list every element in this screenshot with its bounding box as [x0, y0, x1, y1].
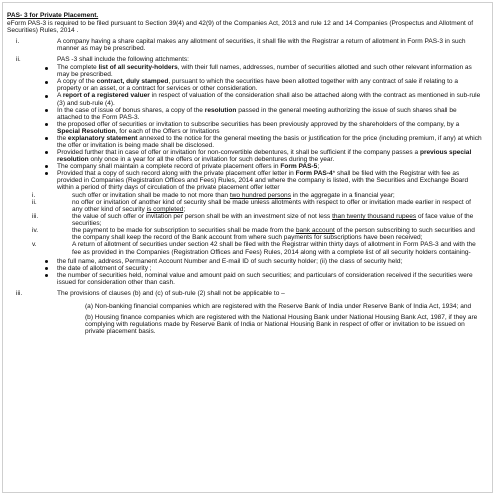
list-item-ii — [7, 56, 482, 286]
exemption-nbfc: (a) Non-banking financial companies which are registered with the Reserve Bank of India under Reserve Bank of India Act, 1934; and — [85, 302, 472, 310]
condition-item: iii. the value of such offer or invitation per person shall be with an investment size of not less than twenty thousand rupees of face value of the securities; — [32, 213, 474, 228]
list-item-iii — [7, 290, 482, 335]
bullet-item: In the case of issue of bonus shares, a copy of the resolution passed in the general meeting authorizing the issue of such shares shall be attached to the Form PAS-3. — [57, 107, 482, 121]
bullet-item: Provided further that in case of offer or invitation for non-convertible debentures, it shall be sufficient if the company passes a previous special resolution only once in a year for all the offers or invitation for such debentures during the year. — [57, 149, 482, 163]
detail-bullet: the full name, address, Permanent Account Number and E-mail ID of such security holder; (ii) the class of security held; — [29, 258, 482, 265]
condition-item: iv. the payment to be made for subscription to securities shall be made from the bank account of the person subscribing to such securities and the company shall keep the record of the Bank account from where such payments for subscriptions have been received; — [32, 227, 475, 242]
item-text: A company having a share capital makes any allotment of securities, it shall file with the Registrar a return of allotment in Form PAS-3 in such manner as may be prescribed. — [57, 38, 466, 53]
attachment-bullets — [32, 64, 482, 256]
security-holder-details — [29, 258, 482, 286]
bullet-item: the explanatory statement annexed to the notice for the general meeting the basis or justification for the price (including premium, if any) at which the offer or invitation is being made shall be disclosed. — [57, 134, 482, 149]
attachments-lead: PAS -3 shall include the following attchments: — [57, 56, 189, 64]
bullet-item: Provided that a copy of such record along with the private placement offer letter in Form PAS-4* shall be filed with the Registrar with fee as provided in Companies (Registration Offices and Fees) Rules, 2014 and where the company is listed, with the Securities and Exchange Board within a period of thirty days of circulation of the private placement offer letter i. such offer or invitation shall be made to not more than two hundred persons in the aggregate in a financial year; ii. no offer or invitation of another kind of security shall be made unless allotments with respect to offer or invitation made earlier in respect of any other kind of security is completed; iii. the value of such offer or invitation per person shall be with an investment size of not less than twenty thousand rupees of face value of the securities; iv. the payment to be made for subscription to securities shall be made from the bank account of the person subscribing to such securities and the company shall keep the record of the Bank account from where such payments for subscriptions have been received; v. A return of allotment of securities under section 42 shall be filed with the Registrar within thirty days of allotment in Form PAS-3 and with the fee as provided in the Companies (Registration Offices and Fees) Rules, 2014 along with a complete list of all security holders containing- — [57, 170, 482, 256]
intro-paragraph: eForm PAS-3 is required to be filed pursuant to Section 39(4) and 42(9) of the Companies Act, 2013 and rule 12 and 14 Companies (Prospectus and Allotment of Securities) Rules, 2014 . — [7, 20, 474, 35]
document-page — [2, 2, 493, 493]
bullet-item: A copy of the contract, duly stamped, pursuant to which the securities have been allotted together with any contract of sale if relating to a property or an asset, or a contract for services or other consideration. — [57, 78, 482, 92]
item-number: i. — [16, 38, 20, 46]
exemption-lead: The provisions of clauses (b) and (c) of sub-rule (2) shall not be applicable to – — [57, 289, 285, 297]
exemption-paragraphs — [85, 303, 482, 335]
conditions-list — [29, 192, 482, 255]
bullet-item: The complete list of all security-holders, with their full names, addresses, number of securities allotted and such other relevant information as may be prescribed. — [57, 64, 482, 78]
condition-item: i. such offer or invitation shall be made to not more than two hundred persons in the aggregate in a financial year; — [32, 192, 395, 200]
bullet-item: the proposed offer of securities or invitation to subscribe securities has been previously approved by the shareholders of the company, by a Special Resolution, for each of the Offers or Invitations — [57, 121, 482, 135]
detail-bullet: the date of allotment of security ; — [29, 265, 482, 272]
item-number: iii. — [16, 289, 23, 297]
list-item-i — [7, 38, 482, 52]
document-title: PAS- 3 for Private Placement. — [7, 12, 99, 19]
detail-bullet: the number of securities held, nominal value and amount paid on such securities; and particulars of consideration received if the securities were issued for consideration other than cash. — [29, 272, 482, 286]
bullet-item: The company shall maintain a complete record of private placement offers in Form PAS-5; — [57, 163, 482, 170]
main-list — [7, 38, 482, 335]
condition-item: v. A return of allotment of securities under section 42 shall be filed with the Registrar within thirty days of allotment in Form PAS-3 and with the fee as provided in the Companies (Registration Offices and Fees) Rules, 2014 along with a complete list of all security holders containing- — [32, 241, 476, 256]
condition-item: ii. no offer or invitation of another kind of security shall be made unless allotments with respect to offer or invitation made earlier in respect of any other kind of security is completed; — [32, 199, 471, 214]
exemption-hfc: (b) Housing finance companies which are registered with the National Housing Bank under National Housing Bank Act, 1987, if they are complying with regulations made by Reserve Bank of India or National Housing Bank in respect of offer or invitation to be issued on private placement basis. — [85, 313, 478, 335]
bullet-item: A report of a registered valuer in respect of valuation of the consideration shall also be attached along with the contract as mentioned in sub-rule (3) and sub-rule (4). — [57, 92, 481, 107]
item-number: ii. — [16, 56, 21, 64]
